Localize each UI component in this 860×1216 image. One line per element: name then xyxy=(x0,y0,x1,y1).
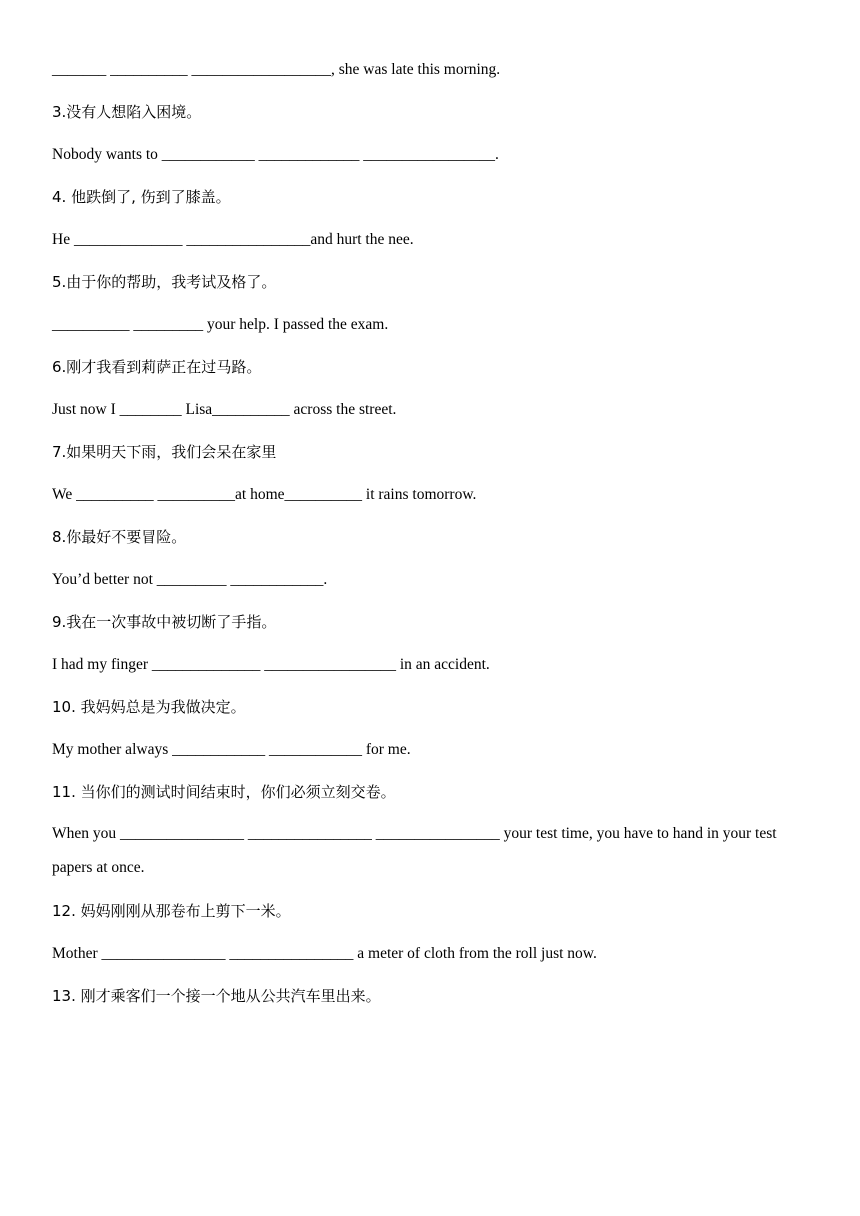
question-4-english: He ______________ ________________and hurt the nee. xyxy=(52,231,414,248)
question-11-chinese: 11. 当你们的测试时间结束时，你们必须立刻交卷。 xyxy=(52,783,396,801)
question-9-chinese: 9.我在一次事故中被切断了手指。 xyxy=(52,613,277,631)
question-12-english: Mother ________________ ________________ a meter of cloth from the roll just now. xyxy=(52,945,597,962)
question-4-chinese: 4. 他跌倒了, 伤到了膝盖。 xyxy=(52,188,231,206)
question-5-chinese: 5.由于你的帮助，我考试及格了。 xyxy=(52,273,277,291)
question-8-english: You’d better not _________ ____________. xyxy=(52,571,328,588)
question-6-chinese: 6.刚才我看到莉萨正在过马路。 xyxy=(52,358,262,376)
question-13-chinese: 13. 刚才乘客们一个接一个地从公共汽车里出来。 xyxy=(52,987,381,1005)
question-9-english: I had my finger ______________ _________________ in an accident. xyxy=(52,656,490,673)
question-3-english: Nobody wants to ____________ _____________ _________________. xyxy=(52,146,499,163)
question-8-chinese: 8.你最好不要冒险。 xyxy=(52,528,187,546)
question-6-english: Just now I ________ Lisa__________ across the street. xyxy=(52,401,397,418)
question-7-chinese: 7.如果明天下雨，我们会呆在家里 xyxy=(52,443,277,461)
question-12-chinese: 12. 妈妈刚刚从那卷布上剪下一米。 xyxy=(52,902,291,920)
question-5-english: __________ _________ your help. I passed the exam. xyxy=(52,316,389,333)
sentence-2-english: _______ __________ __________________, she was late this morning. xyxy=(52,61,501,78)
question-3-chinese: 3.没有人想陷入困境。 xyxy=(52,103,202,121)
question-10-chinese: 10. 我妈妈总是为我做决定。 xyxy=(52,698,246,716)
question-10-english: My mother always ____________ ____________ for me. xyxy=(52,741,411,758)
question-11-english: When you ________________ ________________ ________________ your test time, you have to hand in your test papers at once. xyxy=(52,825,777,876)
question-7-english: We __________ __________at home__________ it rains tomorrow. xyxy=(52,486,477,503)
